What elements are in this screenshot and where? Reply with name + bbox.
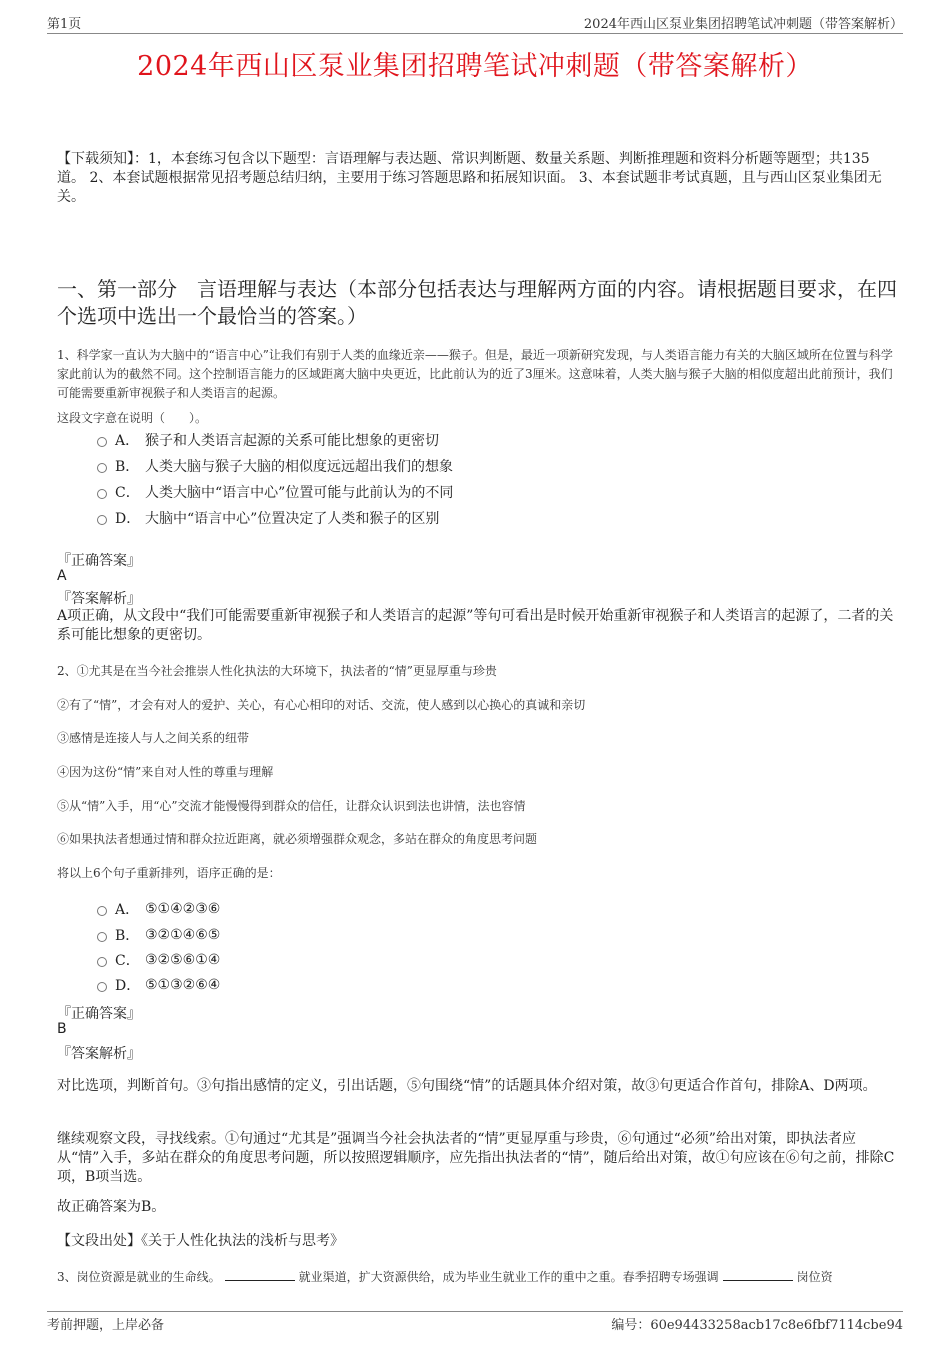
q2-option-c[interactable] bbox=[97, 950, 220, 970]
q2-sentence-1: 2、①尤其是在当今社会推崇人性化执法的大环境下，执法者的“情”更显厚重与珍贵 bbox=[57, 664, 497, 678]
radio-icon[interactable] bbox=[97, 982, 107, 992]
option-letter: C． bbox=[115, 485, 140, 501]
header-page-number: 第1页 bbox=[47, 17, 82, 32]
q1-analysis-label: 『答案解析』 bbox=[57, 591, 141, 607]
radio-icon[interactable] bbox=[97, 932, 107, 942]
q3-part-1: 3、岗位资源是就业的生命线。 bbox=[57, 1270, 221, 1284]
download-notice: 【下载须知】：1，本套练习包含以下题型：言语理解与表达题、常识判断题、数量关系题、判断推理题和资料分析题等题型；共135道。 2、本套试题根据常见招考题总结归纳，主要用于练习答题思路和拓展知识面。 3、本套试题非考试真题，且与西山区泵业集团无关。 bbox=[57, 151, 882, 205]
option-letter: D． bbox=[115, 511, 141, 527]
q2-sentence-3: ③感情是连接人与人之间关系的纽带 bbox=[57, 731, 250, 745]
radio-icon[interactable] bbox=[97, 906, 107, 916]
q3-part-2: 就业渠道，扩大资源供给，成为毕业生就业工作的重中之重。春季招聘专场强调 bbox=[298, 1270, 719, 1284]
option-text: ③②①④⑥⑤ bbox=[145, 927, 221, 943]
q2-answer: B bbox=[57, 1021, 67, 1037]
radio-icon[interactable] bbox=[97, 515, 107, 525]
q3-text bbox=[57, 1268, 833, 1285]
option-text: ⑤①④②③⑥ bbox=[145, 901, 221, 917]
option-letter: A． bbox=[115, 902, 140, 918]
q2-option-d[interactable] bbox=[97, 975, 220, 995]
q1-prompt: 这段文字意在说明（ ）。 bbox=[57, 411, 208, 425]
q1-option-d[interactable] bbox=[97, 508, 439, 528]
q1-option-a[interactable] bbox=[97, 430, 439, 450]
q1-option-b[interactable] bbox=[97, 456, 453, 476]
footer-serial: 编号：60e94433258acb17c8e6fbf7114cbe94 bbox=[611, 1318, 903, 1333]
header-doc-title: 2024年西山区泵业集团招聘笔试冲刺题（带答案解析） bbox=[583, 17, 903, 32]
option-text: 猴子和人类语言起源的关系可能比想象的更密切 bbox=[145, 433, 439, 449]
radio-icon[interactable] bbox=[97, 489, 107, 499]
q3-part-3: 岗位资 bbox=[796, 1270, 833, 1284]
q2-analysis-3: 故正确答案为B。 bbox=[57, 1199, 166, 1215]
q1-answer-label: 『正确答案』 bbox=[57, 553, 141, 569]
q2-sentence-4: ④因为这份“情”来自对人性的尊重与理解 bbox=[57, 765, 274, 779]
q3-blank-1[interactable] bbox=[225, 1280, 295, 1281]
option-text: ③②⑤⑥①④ bbox=[145, 952, 221, 968]
q1-answer: A bbox=[57, 568, 67, 584]
radio-icon[interactable] bbox=[97, 957, 107, 967]
footer-divider bbox=[47, 1311, 903, 1312]
radio-icon[interactable] bbox=[97, 437, 107, 447]
q2-option-a[interactable] bbox=[97, 899, 220, 919]
option-text: 大脑中“语言中心”位置决定了人类和猴子的区别 bbox=[145, 511, 440, 527]
q2-option-b[interactable] bbox=[97, 925, 220, 945]
option-letter: D． bbox=[115, 978, 141, 994]
q2-analysis-2: 继续观察文段，寻找线索。①句通过“尤其是”强调当今社会执法者的“情”更显厚重与珍贵，⑥句通过“必须”给出对策，即执法者应从“情”入手，多站在群众的角度思考问题，所以按照逻辑顺序，应先指出执法者的“情”，随后给出对策，故①句应该在⑥句之前，排除C项，B项当选。 bbox=[57, 1131, 895, 1185]
option-text: ⑤①③②⑥④ bbox=[145, 977, 221, 993]
q2-sentence-2: ②有了“情”，才会有对人的爱护、关心，有心心相印的对话、交流，使人感到以心换心的真诚和亲切 bbox=[57, 698, 586, 712]
q2-sentence-5: ⑤从“情”入手，用“心”交流才能慢慢得到群众的信任，让群众认识到法也讲情，法也容情 bbox=[57, 799, 526, 813]
option-text: 人类大脑中“语言中心”位置可能与此前认为的不同 bbox=[145, 485, 454, 501]
q1-analysis: A项正确，从文段中“我们可能需要重新审视猴子和人类语言的起源”等句可看出是时候开始重新审视猴子和人类语言的起源了，二者的关系可能比想象的更密切。 bbox=[57, 608, 894, 643]
q3-blank-2[interactable] bbox=[723, 1280, 793, 1281]
option-letter: B． bbox=[115, 928, 140, 944]
q2-prompt: 将以上6个句子重新排列，语序正确的是： bbox=[57, 866, 281, 880]
section-title: 一、第一部分 言语理解与表达（本部分包括表达与理解两方面的内容。请根据题目要求，在四个选项中选出一个最恰当的答案。） bbox=[57, 277, 897, 328]
q2-sentence-6: ⑥如果执法者想通过情和群众拉近距离，就必须增强群众观念，多站在群众的角度思考问题 bbox=[57, 832, 538, 846]
q2-source: 【文段出处】《关于人性化执法的浅析与思考》 bbox=[57, 1233, 344, 1249]
option-text: 人类大脑与猴子大脑的相似度远远超出我们的想象 bbox=[145, 459, 453, 475]
footer-slogan: 考前押题，上岸必备 bbox=[47, 1318, 165, 1333]
page-title: 2024年西山区泵业集团招聘笔试冲刺题（带答案解析） bbox=[137, 51, 813, 82]
q2-answer-label: 『正确答案』 bbox=[57, 1006, 141, 1022]
option-letter: B． bbox=[115, 459, 140, 475]
option-letter: A． bbox=[115, 433, 140, 449]
header-divider bbox=[47, 33, 903, 34]
q2-analysis-label: 『答案解析』 bbox=[57, 1046, 141, 1062]
q1-option-c[interactable] bbox=[97, 482, 453, 502]
q1-passage: 1、科学家一直认为大脑中的“语言中心”让我们有别于人类的血缘近亲——猴子。但是，最近一项新研究发现，与人类语言能力有关的大脑区域所在位置与科学家此前认为的截然不同。这个控制语言能力的区域距离大脑中央更近，比此前认为的近了3厘米。这意味着，人类大脑与猴子大脑的相似度超出此前预计，我们可能需要重新审视猴子和人类语言的起源。 bbox=[57, 348, 893, 400]
q2-analysis-1: 对比选项，判断首句。③句指出感情的定义，引出话题，⑤句围绕“情”的话题具体介绍对策，故③句更适合作首句，排除A、D两项。 bbox=[57, 1078, 877, 1094]
option-letter: C． bbox=[115, 953, 140, 969]
radio-icon[interactable] bbox=[97, 463, 107, 473]
